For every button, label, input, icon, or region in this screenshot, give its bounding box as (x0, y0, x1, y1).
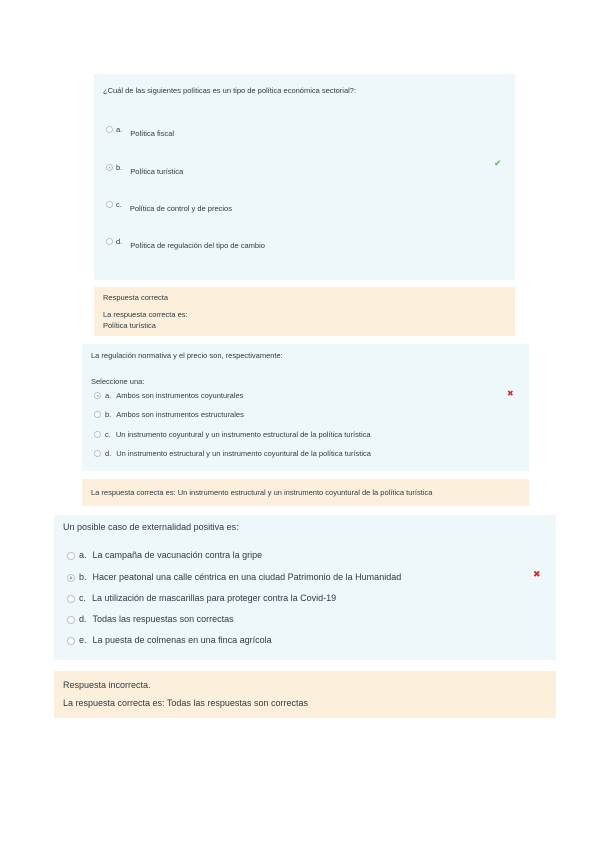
q1-option-label: Política fiscal (130, 129, 175, 138)
incorrect-cross-icon: ✖ (533, 569, 541, 579)
question-2-select-label: Seleccione una: (91, 377, 145, 386)
q2-option-label: Un instrumento coyuntural y un instrumento estructural de la política turística (115, 430, 371, 439)
q1-radio-b[interactable] (106, 164, 113, 171)
q2-radio-a[interactable] (94, 392, 101, 399)
q2-radio-d[interactable] (94, 450, 101, 457)
q2-option-label: Un instrumento estructural y un instrumento coyuntural de la política turística (116, 449, 371, 458)
question-2-text: La regulación normativa y el precio son, respectivamente: (91, 351, 283, 360)
feedback-3-answer: La respuesta correcta es: Todas las respuestas son correctas (63, 698, 308, 708)
q2-option-c[interactable] (94, 430, 371, 439)
q1-option-letter: b. (116, 163, 123, 172)
q3-option-e[interactable] (67, 635, 272, 645)
q3-option-d[interactable] (67, 614, 234, 624)
incorrect-cross-icon: ✖ (507, 389, 514, 398)
q1-option-label: Política de control y de precios (129, 204, 232, 213)
q3-option-a[interactable] (67, 550, 262, 560)
q2-option-d[interactable] (94, 449, 371, 458)
q2-radio-b[interactable] (94, 411, 101, 418)
q3-radio-e[interactable] (67, 637, 75, 645)
q3-option-letter: e. (79, 635, 87, 645)
q1-option-d[interactable] (106, 237, 265, 250)
feedback-2-answer: La respuesta correcta es: Un instrumento estructural y un instrumento coyuntural de la política turística (91, 488, 433, 497)
q3-option-letter: b. (79, 572, 87, 582)
q1-radio-a[interactable] (106, 126, 113, 133)
question-3-text: Un posible caso de externalidad positiva es: (63, 522, 239, 532)
q1-option-c[interactable] (106, 200, 232, 213)
q3-option-c[interactable] (67, 593, 336, 603)
q1-option-label: Política de regulación del tipo de cambio (130, 241, 265, 250)
q1-option-letter: c. (116, 200, 122, 209)
q1-radio-c[interactable] (106, 201, 113, 208)
q2-option-label: Ambos son instrumentos estructurales (116, 410, 244, 419)
q3-radio-d[interactable] (67, 616, 75, 624)
q3-option-label: Todas las respuestas son correctas (92, 614, 234, 624)
q1-option-letter: a. (116, 125, 123, 134)
q3-radio-c[interactable] (67, 595, 75, 603)
q3-option-b[interactable] (67, 572, 401, 582)
q3-option-label: La campaña de vacunación contra la gripe (92, 550, 263, 560)
q1-option-letter: d. (116, 237, 123, 246)
q3-option-letter: a. (79, 550, 87, 560)
q2-option-letter: d. (105, 449, 112, 458)
feedback-1-answer: Política turística (103, 321, 156, 330)
feedback-1-answer-intro: La respuesta correcta es: (103, 310, 188, 319)
q3-option-label: La utilización de mascarillas para proteger contra la Covid-19 (92, 593, 337, 603)
q1-radio-d[interactable] (106, 238, 113, 245)
question-3-feedback (54, 671, 556, 718)
correct-check-icon: ✔ (494, 158, 502, 168)
q3-option-label: La puesta de colmenas en una finca agrícola (92, 635, 272, 645)
feedback-1-status: Respuesta correcta (103, 293, 169, 302)
feedback-3-status: Respuesta incorrecta. (63, 680, 151, 690)
q2-option-letter: c. (105, 430, 111, 439)
q3-radio-b[interactable] (67, 574, 75, 582)
q3-radio-a[interactable] (67, 552, 75, 560)
q1-option-label: Política turística (130, 167, 184, 176)
q2-option-label: Ambos son instrumentos coyunturales (116, 391, 244, 400)
q3-option-label: Hacer peatonal una calle céntrica en una ciudad Patrimonio de la Humanidad (92, 572, 402, 582)
q3-option-letter: c. (79, 593, 87, 603)
q2-radio-c[interactable] (94, 431, 101, 438)
q1-option-a[interactable] (106, 125, 174, 138)
q2-option-letter: b. (105, 410, 112, 419)
q2-option-letter: a. (105, 391, 112, 400)
question-1-text: ¿Cuál de las siguientes políticas es un tipo de política económica sectorial?: (103, 86, 357, 95)
q2-option-b[interactable] (94, 410, 244, 419)
q2-option-a[interactable] (94, 391, 243, 400)
q1-option-b[interactable] (106, 163, 183, 176)
q3-option-letter: d. (79, 614, 87, 624)
